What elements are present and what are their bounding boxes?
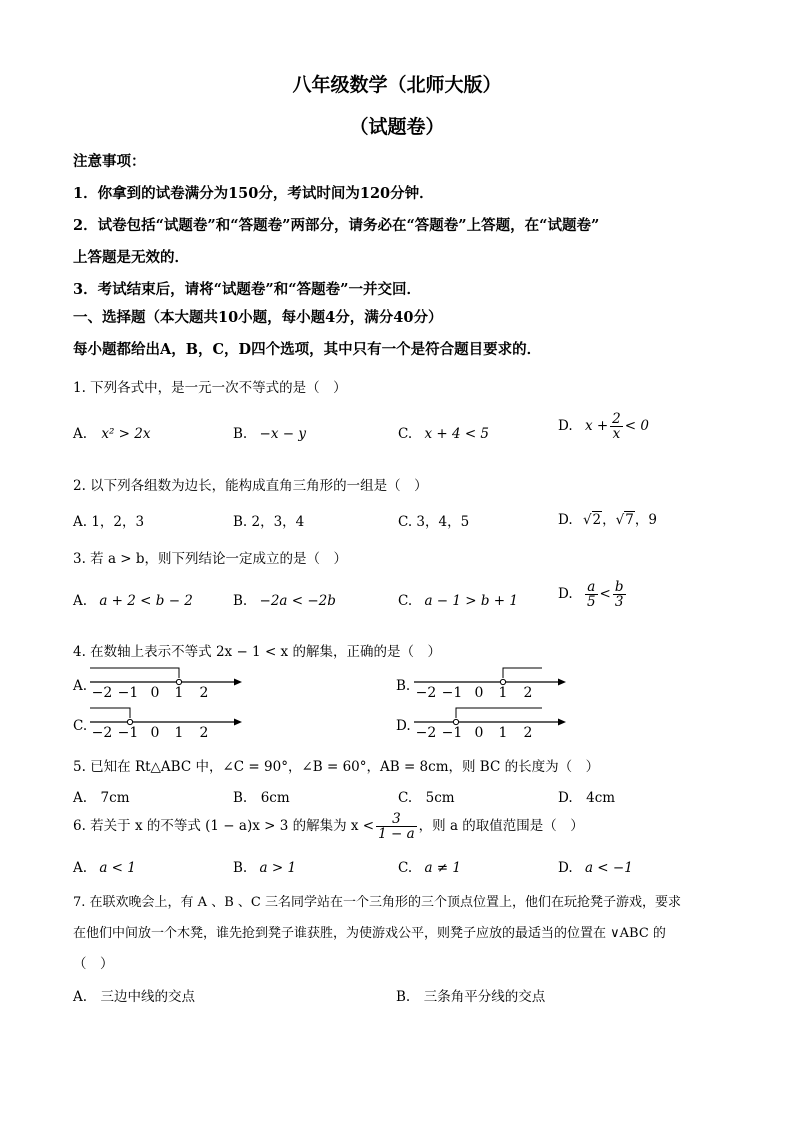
tick-label: −2 [91, 685, 113, 701]
tick-label: 0 [474, 685, 484, 701]
q4-c-label: C. [73, 718, 88, 734]
open-endpoint [453, 719, 458, 724]
q6-option-c [398, 860, 461, 876]
q1-d-num: 2 [612, 411, 621, 427]
q6-b-label: B. [233, 860, 248, 876]
tick-label: 2 [199, 685, 209, 701]
tick-label: 0 [474, 725, 484, 741]
tick-label: 1 [498, 725, 508, 741]
q7-option-b: B. 三条角平分线的交点 [396, 989, 546, 1005]
q2-option-c: C. 3，4，5 [398, 514, 470, 530]
note-2-line1: 2．试卷包括“试题卷”和“答题卷”两部分，请务必在“答题卷”上答题，在“试题卷” [73, 217, 600, 234]
q6-d-label: D. [558, 860, 573, 876]
q7-line3: （ ） [73, 956, 114, 972]
q7-line2: 在他们中间放一个木凳，谁先抢到凳子谁获胜，为使游戏公平，则凳子应放的最适当的位置在 ∨ABC 的 [73, 926, 666, 941]
solution-bracket [90, 708, 130, 718]
solution-bracket [456, 708, 542, 718]
open-endpoint [127, 719, 132, 724]
tick-label: 0 [150, 725, 160, 741]
q4-option-b-numberline [414, 664, 574, 708]
tick-label: 0 [150, 685, 160, 701]
tick-label: 2 [199, 725, 209, 741]
q3-option-b [233, 593, 336, 609]
q3-option-c [398, 593, 518, 609]
tick-label: −2 [415, 725, 437, 741]
q3-d-den2: 3 [614, 594, 624, 611]
q3-d-den1: 5 [586, 594, 596, 611]
q3-d-num1: a [585, 580, 598, 595]
q6-den: 1 − a [378, 826, 415, 843]
page-subtitle: （试题卷） [349, 116, 445, 138]
q6-option-a [73, 860, 136, 876]
section-description: 每小题都给出A，B，C，D四个选项，其中只有一个是符合题目要求的． [73, 341, 542, 358]
q3-c-expr: a − 1 > b + 1 [424, 593, 518, 609]
q6-option-b [233, 860, 296, 876]
q5-option-d: D. 4cm [558, 790, 616, 806]
numberline-a [90, 664, 250, 704]
q2-d-root2: 7 [625, 512, 634, 528]
open-endpoint [500, 679, 505, 684]
q6-stem [73, 812, 584, 841]
tick-label: 1 [498, 685, 508, 701]
q1-d-pre: x + [584, 418, 609, 435]
tick-label: −1 [441, 685, 463, 701]
q7-line1: 7. 在联欢晚会上，有 A 、B 、C 三名同学站在一个三角形的三个顶点位置上，他们在玩抢凳子游戏，要求 [73, 895, 681, 910]
q6-d-expr: a < −1 [584, 860, 633, 876]
tick-label: −2 [91, 725, 113, 741]
q1-d-fraction [610, 412, 623, 441]
q3-a-expr: a + 2 < b − 2 [99, 593, 193, 609]
note-2-line2: 上答题是无效的． [73, 249, 189, 266]
axis-arrow [558, 679, 566, 686]
q1-b-expr: −x − y [259, 426, 306, 442]
q2-d-tail: ，9 [634, 512, 657, 528]
solution-bracket [503, 668, 542, 678]
q5-option-a: A. 7cm [73, 790, 130, 806]
q3-d-num2: b [614, 579, 624, 595]
q1-stem: 1. 下列各式中，是一元一次不等式的是（ ） [73, 380, 347, 396]
q4-option-d-numberline [414, 704, 574, 748]
note-3: 3．考试结束后，请将“试题卷”和“答题卷”一并交回． [73, 281, 421, 298]
q6-fraction [376, 812, 417, 841]
q7-option-a: A. 三边中线的交点 [73, 989, 196, 1005]
q3-a-label: A. [73, 593, 88, 609]
q4-option-c-numberline [90, 704, 250, 748]
q3-b-label: B. [233, 593, 248, 609]
q2-stem: 2. 以下列各组数为边长，能构成直角三角形的一组是（ ） [73, 478, 428, 494]
q1-option-d [558, 412, 649, 441]
q3-c-label: C. [398, 593, 413, 609]
q3-b-expr: −2a < −2b [259, 593, 336, 609]
tick-label: 1 [174, 685, 184, 701]
q3-option-a [73, 593, 193, 609]
q6-a-label: A. [73, 860, 88, 876]
q5-stem: 5. 已知在 Rt△ABC 中，∠C = 90°，∠B = 60°，AB = 8cm，则 BC 的长度为（ ） [73, 759, 600, 775]
q2-option-b: B. 2，3，4 [233, 514, 305, 530]
q1-d-post: < 0 [624, 418, 649, 435]
axis-arrow [558, 719, 566, 726]
q6-b-expr: a > 1 [259, 860, 297, 876]
q6-option-d [558, 860, 633, 876]
q4-stem: 4. 在数轴上表示不等式 2x − 1 < x 的解集，正确的是（ ） [73, 644, 441, 660]
tick-label: −2 [415, 685, 437, 701]
q1-c-expr: x + 4 < 5 [424, 426, 490, 442]
page-title: 八年级数学（北师大版） [292, 74, 502, 96]
tick-label: −1 [117, 685, 139, 701]
q6-c-expr: a ≠ 1 [424, 860, 461, 876]
open-endpoint [176, 679, 181, 684]
tick-label: 1 [174, 725, 184, 741]
q1-a-label: A. [73, 426, 88, 442]
q6-c-label: C. [398, 860, 413, 876]
section-heading: 一、选择题（本大题共10小题，每小题4分，满分40分） [73, 309, 443, 326]
q4-d-label: D. [396, 718, 411, 734]
axis-arrow [234, 679, 242, 686]
q1-a-expr: x² > 2x [101, 426, 151, 442]
q4-a-label: A. [73, 678, 88, 694]
q1-option-b [233, 426, 306, 442]
q2-d-label: D. [558, 512, 573, 528]
q2-option-d: D. √2，√7，9 [558, 512, 657, 528]
notes-heading: 注意事项： [73, 153, 146, 170]
tick-label: −1 [441, 725, 463, 741]
q3-d-frac1 [585, 580, 598, 609]
note-1: 1．你拿到的试卷满分为150分，考试时间为120分钟． [73, 185, 434, 202]
solution-bracket [90, 668, 179, 678]
q2-option-a: A. 1，2，3 [73, 514, 145, 530]
q5-option-b: B. 6cm [233, 790, 290, 806]
q1-option-a [73, 426, 150, 442]
q5-option-c: C. 5cm [398, 790, 455, 806]
q1-d-label: D. [558, 418, 573, 435]
q1-c-label: C. [398, 426, 413, 442]
q2-d-root1: 2 [592, 512, 602, 528]
q3-d-frac2 [613, 580, 626, 609]
numberline-d [414, 704, 574, 744]
q6-stem-pre: 6. 若关于 x 的不等式 (1 − a)x > 3 的解集为 x < [73, 818, 375, 835]
numberline-c [90, 704, 250, 744]
numberline-b [414, 664, 574, 704]
tick-label: 2 [523, 725, 533, 741]
q3-option-d [558, 580, 628, 609]
q3-d-mid: < [599, 586, 611, 603]
tick-label: −1 [117, 725, 139, 741]
q6-num: 3 [376, 812, 417, 827]
q4-option-a-numberline [90, 664, 250, 708]
tick-label: 2 [523, 685, 533, 701]
q3-d-label: D. [558, 586, 573, 603]
q4-b-label: B. [396, 678, 411, 694]
q1-b-label: B. [233, 426, 248, 442]
q6-stem-post: ，则 a 的取值范围是（ ） [418, 818, 584, 835]
axis-arrow [234, 719, 242, 726]
q6-a-expr: a < 1 [99, 860, 136, 876]
q1-option-c [398, 426, 489, 442]
q3-stem: 3. 若 a > b，则下列结论一定成立的是（ ） [73, 551, 348, 567]
q1-d-den: x [612, 426, 621, 443]
